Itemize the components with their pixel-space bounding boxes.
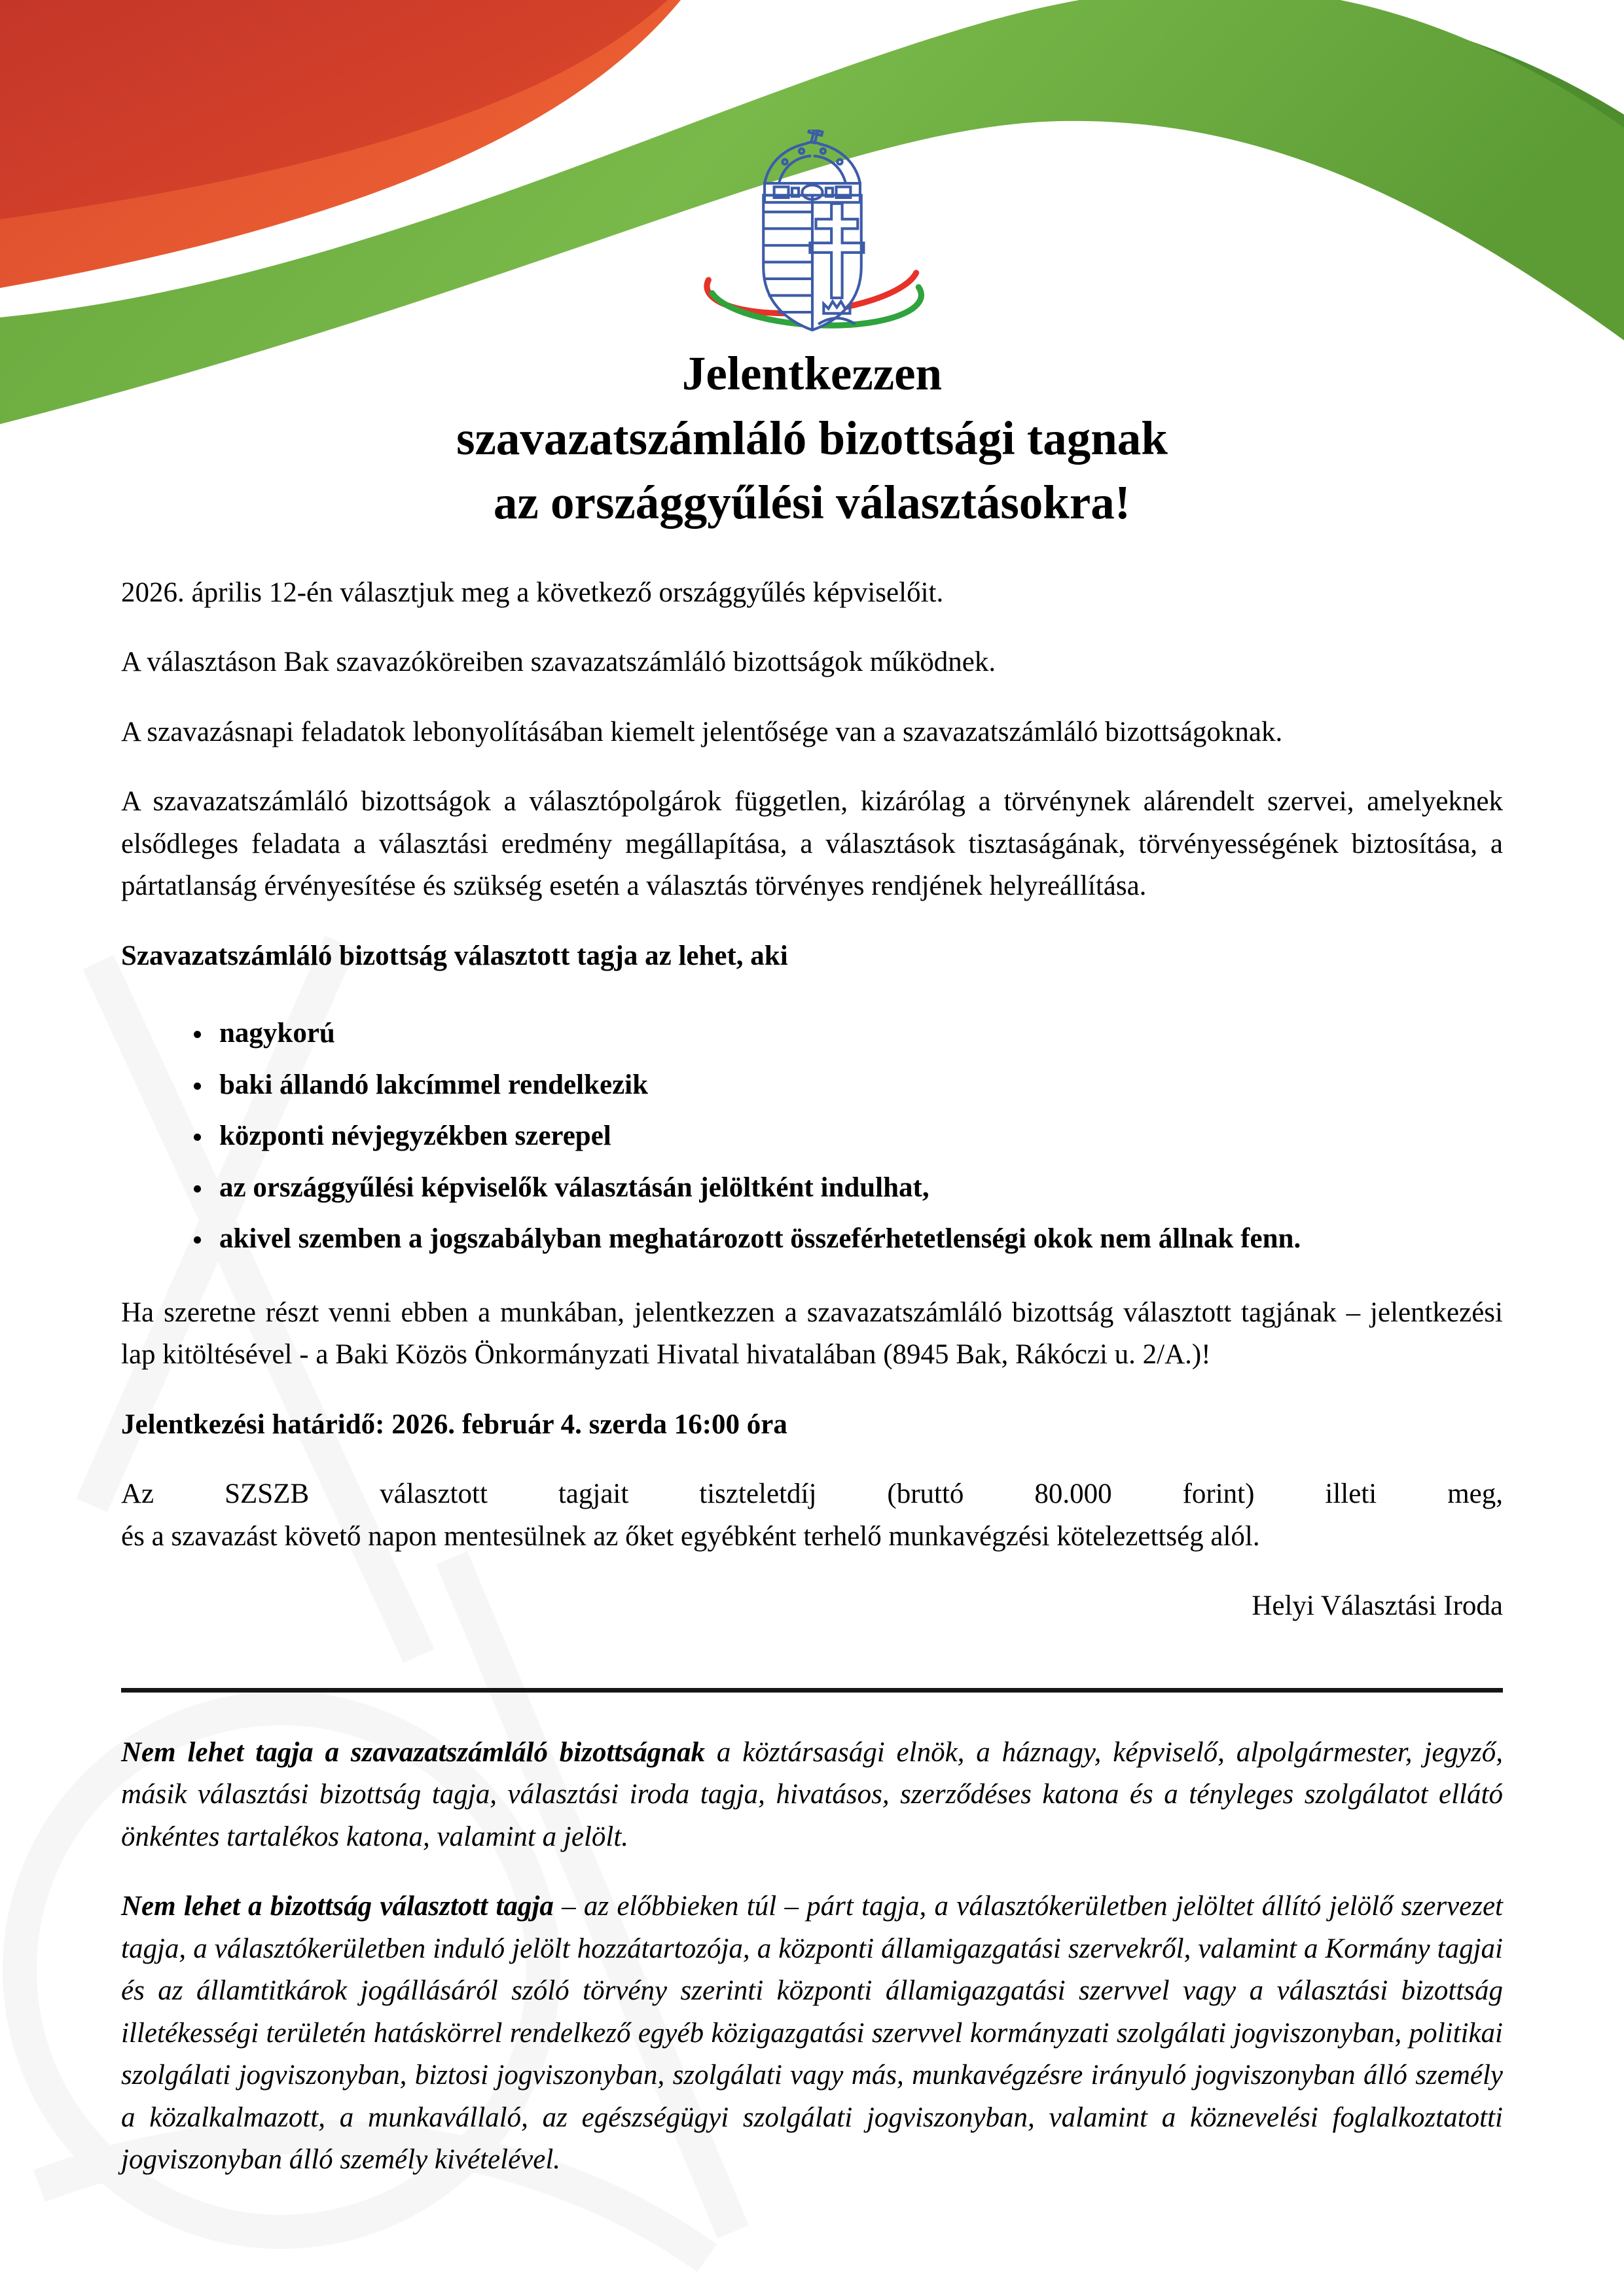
title-line-3: az országgyűlési választásokra! xyxy=(493,476,1131,529)
title-line-1: Jelentkezzen xyxy=(681,347,943,400)
criteria-item-4: • az országgyűlési képviselők választásán jelöltként indulhat, xyxy=(213,1167,1503,1210)
criteria-item-3: • központi névjegyzékben szerepel xyxy=(213,1115,1503,1158)
exclusion-paragraph-1 xyxy=(121,1732,1503,1859)
separator-rule xyxy=(121,1688,1503,1693)
exclusion-2-lead: Nem lehet a bizottság választott tagja xyxy=(121,1891,554,1922)
intro-paragraph-3: A szavazásnapi feladatok lebonyolításában kiemelt jelentősége van a szavazatszámláló bizottságoknak. xyxy=(121,716,1283,747)
criteria-item-2: • baki állandó lakcímmel rendelkezik xyxy=(213,1064,1503,1107)
honorarium-paragraph xyxy=(121,1473,1503,1558)
title-line-2: szavazatszámláló bizottsági tagnak xyxy=(456,411,1168,465)
exclusion-2-text: – az előbbieken túl – párt tagja, a választókerületben jelöltet állító jelölő szervezet tagja, a választókerületben induló jelölt hozzátartozója, a központi államigazgatási szervekről, valamint a Kormány tagjai és az államtitkárok jogállásáról szóló törvény szerinti központi államigazgatási szervvel vagy a választási bizottság illetékességi területén hatáskörrel rendelkező egyéb közigazgatási szervvel kormányzati szolgálati jogviszonyban, politikai szolgálati jogviszonyban, biztosi jogviszonyban, szolgálati vagy más, munkavégzésre irányuló jogviszonyban álló személy a közalkalmazott, a munkavállaló, az egészségügyi szolgálati jogviszonyban, valamint a köznevelési foglalkoztatotti jogviszonyban álló személy kivételével. xyxy=(121,1891,1503,2176)
deadline-line: Jelentkezési határidő: 2026. február 4. szerda 16:00 óra xyxy=(121,1408,787,1440)
criteria-item-5: • akivel szemben a jogszabályban meghatározott összeférhetetlenségi okok nem állnak fenn. xyxy=(213,1218,1503,1261)
honorarium-line-1: Az SZSZB választott tagjait tiszteletdíj (bruttó 80.000 forint) illeti meg, xyxy=(121,1479,1503,1510)
criteria-heading: Szavazatszámláló bizottság választott tagja az lehet, aki xyxy=(121,940,788,971)
page-title xyxy=(121,342,1503,535)
intro-paragraph-2: A választáson Bak szavazóköreiben szavazatszámláló bizottságok működnek. xyxy=(121,647,996,678)
exclusion-1-text: a köztársasági elnök, a háznagy, képviselő, alpolgármester, jegyző, másik választási bizottság tagja, választási iroda tagja, hivatásos, szerződéses katona és a tényleges szolgálatot ellátó önkéntes tartalékos katona, valamint a jelölt. xyxy=(121,1736,1503,1852)
exclusion-paragraph-2 xyxy=(121,1886,1503,2181)
role-paragraph: A szavazatszámláló bizottságok a választópolgárok független, kizárólag a törvénynek alárendelt szervei, amelyeknek elsődleges feladata a választási eredmény megállapítása, a választások tisztaságának, törvényességének biztosítása, a pártatlanság érvényesítése és szükség esetén a választás törvényes rendjének helyreállítása. xyxy=(121,786,1503,902)
signature: Helyi Választási Iroda xyxy=(1252,1590,1503,1622)
criteria-list xyxy=(121,1013,1503,1261)
exclusion-1-lead: Nem lehet tagja a szavazatszámláló bizottságnak xyxy=(121,1736,706,1768)
criteria-item-1: • nagykorú xyxy=(213,1013,1503,1055)
intro-paragraph-1: 2026. április 12-én választjuk meg a következő országgyűlés képviselőit. xyxy=(121,577,944,608)
honorarium-line-2: és a szavazást követő napon mentesülnek az őket egyébként terhelő munkavégzési kötelezettség alól. xyxy=(121,1520,1260,1552)
apply-paragraph: Ha szeretne részt venni ebben a munkában, jelentkezzen a szavazatszámláló bizottság választott tagjának – jelentkezési lap kitöltésével - a Baki Közös Önkormányzati Hivatal hivatalában (8945 Bak, Rákóczi u. 2/A.)! xyxy=(121,1297,1503,1371)
